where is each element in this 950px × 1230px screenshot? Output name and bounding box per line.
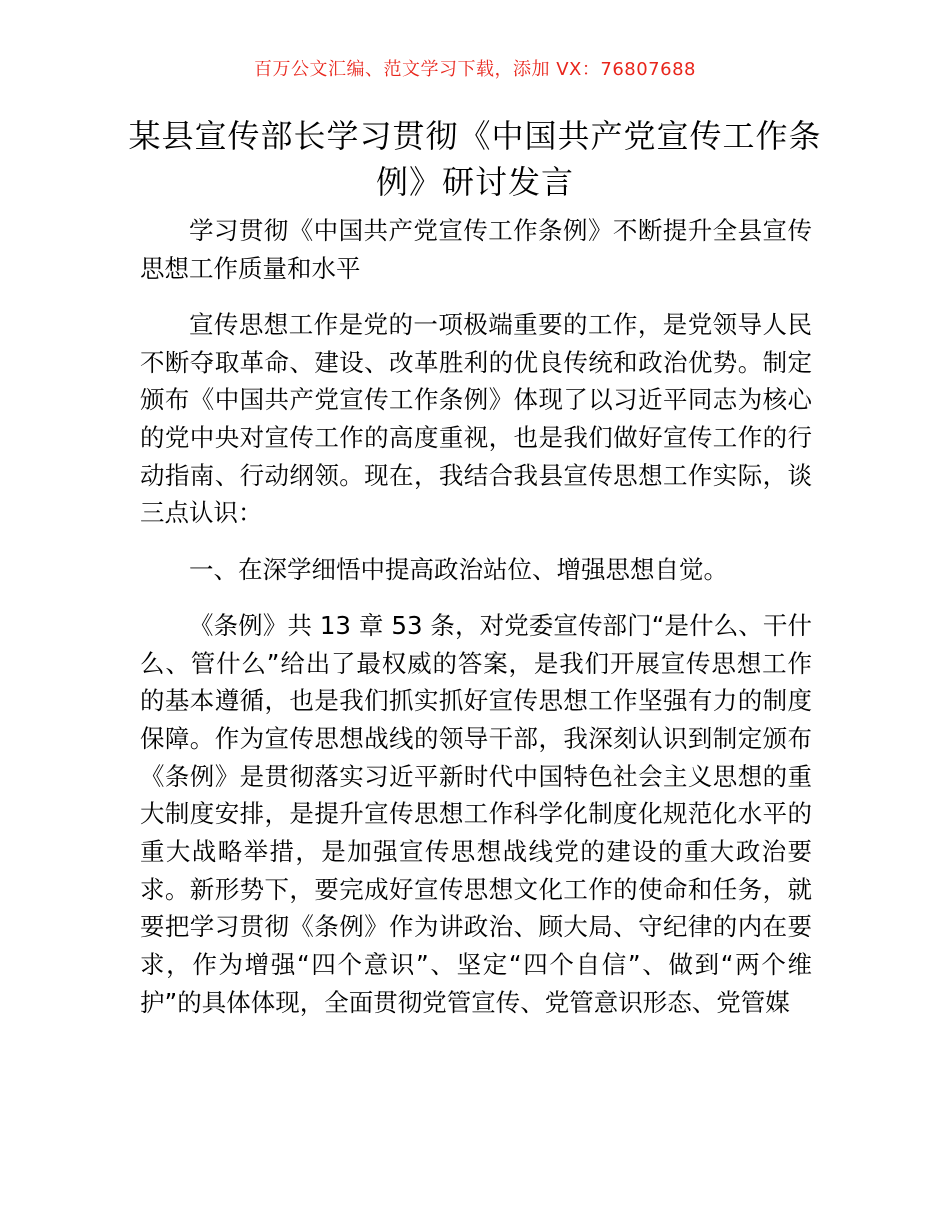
intro-paragraph: 宣传思想工作是党的一项极端重要的工作，是党领导人民不断夺取革命、建设、改革胜利的优良传统和政治优势。制定颁布《中国共产党宣传工作条例》体现了以习近平同志为核心的党中央对宣传工作的高度重视，也是我们做好宣传工作的行动指南、行动纲领。现在，我结合我县宣传思想工作实际，谈三点认识： [140, 309, 812, 528]
subtitle-paragraph: 学习贯彻《中国共产党宣传工作条例》不断提升全县宣传思想工作质量和水平 [140, 216, 812, 283]
page-title: 某县宣传部长学习贯彻《中国共产党宣传工作条例》研讨发言 [128, 117, 822, 201]
watermark-banner: 百万公文汇编、范文学习下载，添加 VX：76807688 [254, 59, 696, 80]
body-paragraph: 《条例》共 13 章 53 条，对党委宣传部门“是什么、干什么、管什么”给出了最权威的答案，是我们开展宣传思想工作的基本遵循，也是我们抓实抓好宣传思想工作坚强有力的制度保障。作为宣传思想战线的领导干部，我深刻认识到制定颁布《条例》是贯彻落实习近平新时代中国特色社会主义思想的重大制度安排，是提升宣传思想工作科学化制度化规范化水平的重大战略举措，是加强宣传思想战线党的建设的重大政治要求。新形势下，要完成好宣传思想文化工作的使命和任务，就要把学习贯彻《条例》作为讲政治、顾大局、守纪律的内在要求，作为增强“四个意识”、坚定“四个自信”、做到“两个维护”的具体体现，全面贯彻党管宣传、党管意识形态、党管媒 [140, 610, 812, 1017]
section-heading: 一、在深学细悟中提高政治站位、增强思想自觉。 [189, 554, 728, 584]
document-body [140, 212, 812, 1040]
